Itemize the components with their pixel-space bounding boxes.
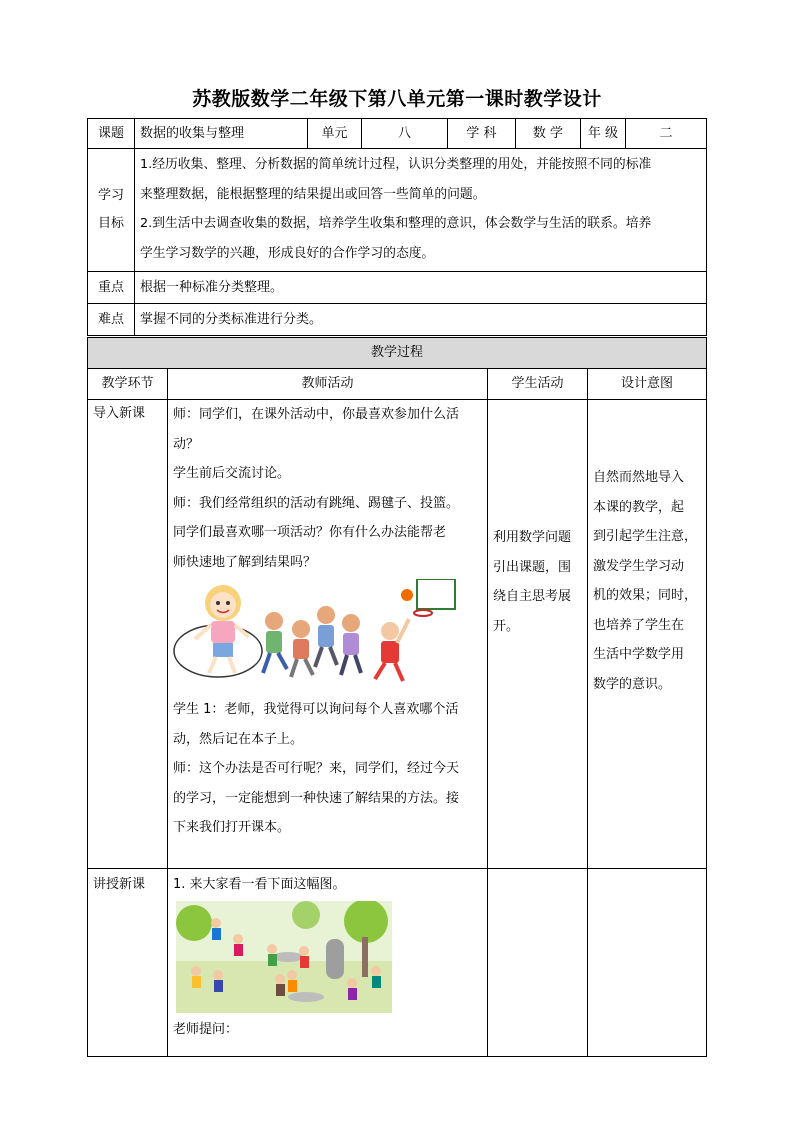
subject-label: 学 科 — [448, 119, 516, 149]
goals-label — [88, 149, 135, 272]
goals-text — [135, 149, 707, 272]
header-row — [88, 119, 707, 149]
difficulty-text: 掌握不同的分类标准进行分类。 — [135, 304, 707, 336]
info-table — [87, 118, 707, 336]
text-line: 师：这个办法是否可行呢？来，同学们，经过今天 — [173, 761, 460, 776]
intro-stage: 导入新课 — [88, 400, 168, 869]
goals-label-line2: 目标 — [97, 216, 124, 231]
text-line: 也培养了学生在 — [593, 617, 685, 633]
col-teacher-header: 教师活动 — [168, 369, 488, 400]
sports-illustration — [171, 579, 482, 695]
intro-teacher-lines-a — [173, 400, 482, 577]
document-title: 苏教版数学二年级下第八单元第一课时教学设计 — [192, 88, 602, 110]
topic-label: 课题 — [88, 119, 135, 149]
text-line: 动，然后记在本子上。 — [173, 731, 304, 747]
topic-value: 数据的收集与整理 — [135, 119, 308, 149]
lesson-row — [88, 869, 707, 1057]
process-table — [87, 337, 707, 1057]
process-band-row — [88, 338, 707, 369]
key-point-label: 重点 — [88, 272, 135, 304]
goals-row — [88, 149, 707, 272]
text-line: 生活中学数学用 — [593, 647, 685, 662]
text-line: 师：同学们，在课外活动中，你最喜欢参加什么活 — [173, 407, 460, 422]
goals-label-line1: 学习 — [97, 188, 124, 203]
park-scene-illustration — [176, 901, 482, 1013]
text-line: 师快速地了解到结果吗？ — [173, 554, 317, 570]
difficulty-row — [88, 304, 707, 336]
text-line: 到引起学生注意， — [593, 529, 698, 544]
goal-1-line-1: 1.经历收集、整理、分析数据的简单统计过程，认识分类整理的用处，并能按照不同的标准 — [140, 157, 652, 172]
lesson-stage: 讲授新课 — [88, 869, 168, 1057]
text-line: 引出课题，围 — [493, 559, 572, 575]
text-line: 数学的意识。 — [593, 676, 672, 692]
unit-label: 单元 — [308, 119, 362, 149]
text-line: 下来我们打开课本。 — [173, 820, 291, 835]
text-line: 本课的教学，起 — [593, 499, 685, 515]
text-line: 师：我们经常组织的活动有跳绳、踢毽子、投篮。 — [173, 495, 460, 511]
lesson-teacher-activity — [168, 869, 488, 1057]
text-line: 开。 — [493, 618, 520, 634]
lesson-line-1: 1. 来大家看一看下面这幅图。 — [173, 877, 346, 892]
goal-2-line-1: 2.到生活中去调查收集的数据，培养学生收集和整理的意识，体会数学与生活的联系。培养 — [140, 216, 652, 231]
goal-1-line-2: 来整理数据，能根据整理的结果提出或回答一些简单的问题。 — [140, 186, 486, 202]
lesson-line-2: 老师提问： — [173, 1021, 239, 1037]
intro-design-intent — [588, 400, 707, 869]
grade-label: 年 级 — [581, 119, 626, 149]
process-header-row — [88, 369, 707, 400]
text-line: 绕自主思考展 — [493, 589, 572, 604]
col-stage-header: 教学环节 — [88, 369, 168, 400]
text-line: 同学们最喜欢哪一项活动？你有什么办法能帮老 — [173, 525, 447, 540]
intro-teacher-lines-b — [173, 695, 482, 843]
difficulty-label: 难点 — [88, 304, 135, 336]
grade-value: 二 — [626, 119, 707, 149]
text-line: 学生前后交流讨论。 — [173, 466, 291, 481]
intro-student-activity — [488, 400, 588, 869]
intro-intent-lines — [593, 463, 701, 699]
text-line: 自然而然地导入 — [593, 470, 685, 485]
col-student-header: 学生活动 — [488, 369, 588, 400]
intro-row — [88, 400, 707, 869]
intro-teacher-activity — [168, 400, 488, 869]
subject-value: 数 学 — [516, 119, 581, 149]
text-line: 激发学生学习动 — [593, 558, 685, 574]
lesson-design-intent — [588, 869, 707, 1057]
text-line: 的学习，一定能想到一种快速了解结果的方法。接 — [173, 790, 460, 806]
lesson-student-activity — [488, 869, 588, 1057]
text-line: 学生 1：老师，我觉得可以询问每个人喜欢哪个活 — [173, 702, 459, 717]
process-band-title: 教学过程 — [88, 338, 707, 369]
col-intent-header: 设计意图 — [588, 369, 707, 400]
key-point-text: 根据一种标准分类整理。 — [135, 272, 707, 304]
text-line: 动？ — [173, 436, 200, 452]
text-line: 利用数学问题 — [493, 530, 572, 545]
goal-2-line-2: 学生学习数学的兴趣，形成良好的合作学习的态度。 — [140, 245, 435, 261]
intro-student-lines — [493, 523, 582, 641]
text-line: 机的效果；同时， — [593, 588, 698, 603]
unit-value: 八 — [362, 119, 448, 149]
key-point-row — [88, 272, 707, 304]
